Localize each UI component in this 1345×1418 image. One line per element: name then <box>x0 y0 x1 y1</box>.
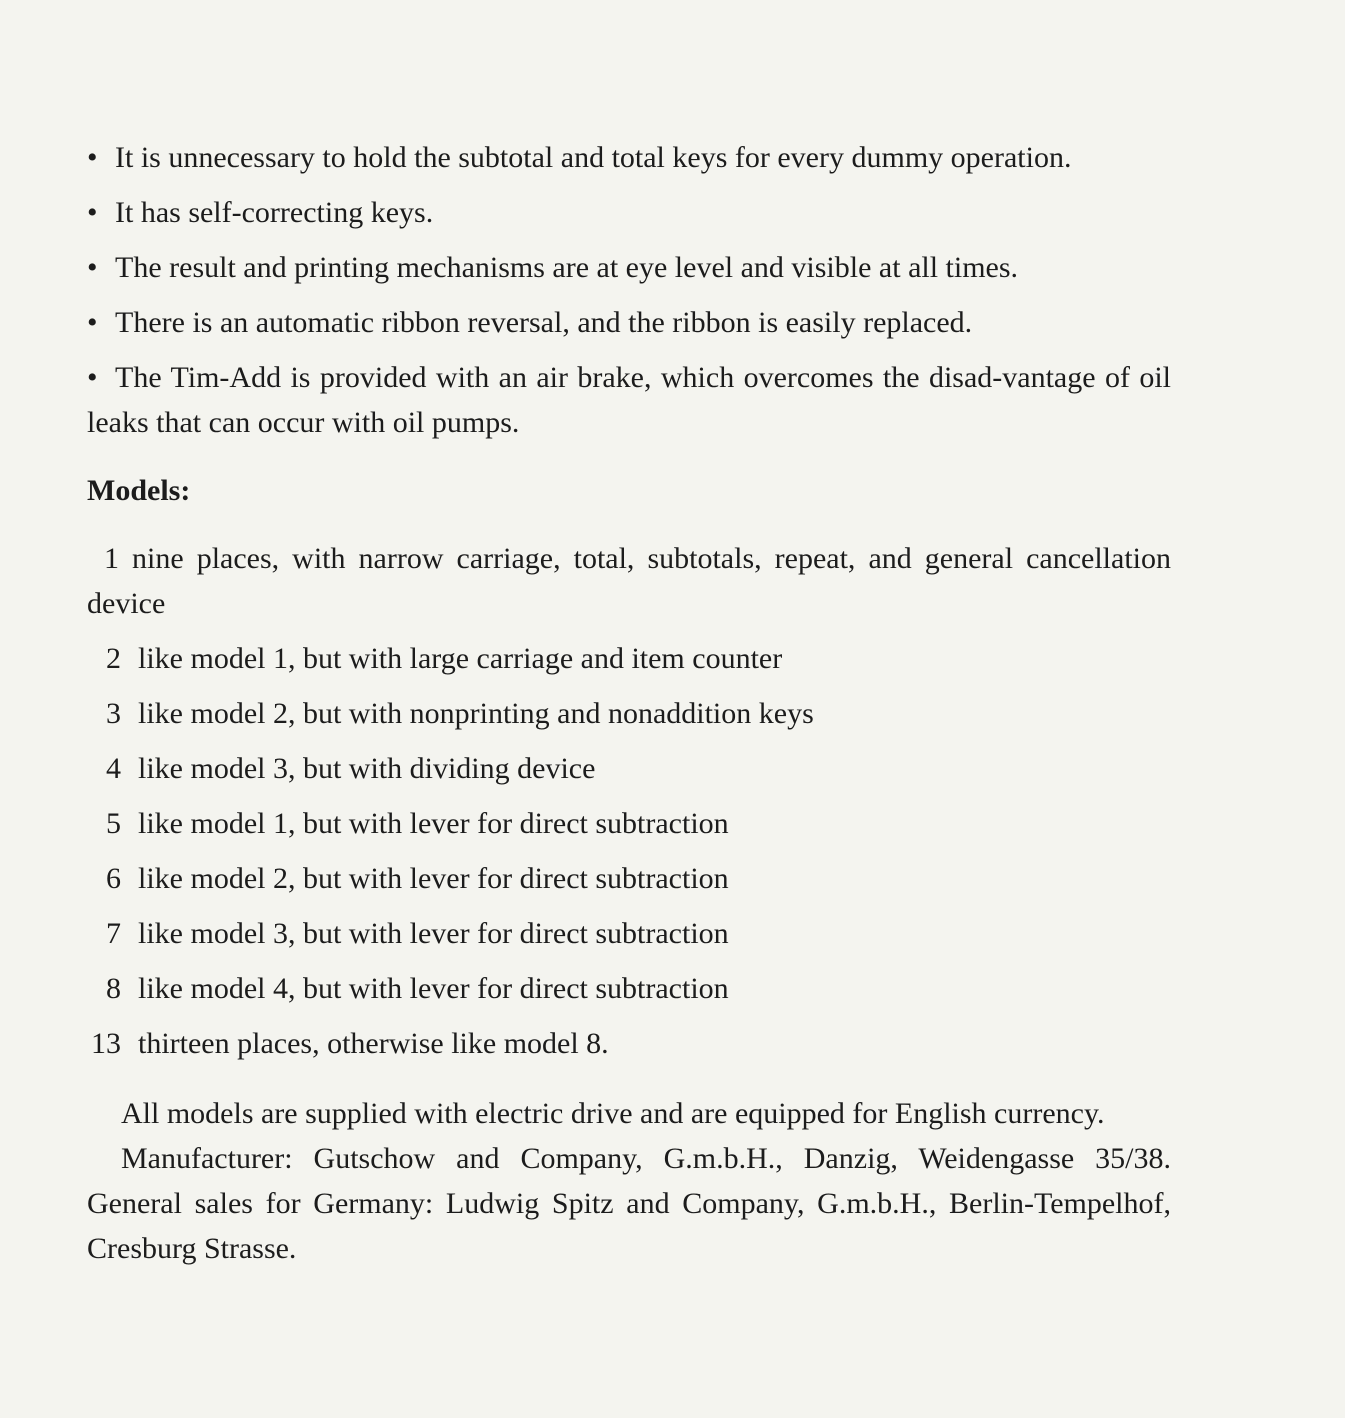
model-description: like model 3, but with dividing device <box>138 752 596 785</box>
bullet-symbol: • <box>87 196 98 229</box>
models-heading: Models: <box>87 474 191 507</box>
document-page <box>87 135 1171 1271</box>
model-entry <box>87 746 1171 791</box>
model-number: 13 <box>91 1027 121 1060</box>
model-description: like model 3, but with lever for direct subtraction <box>138 917 729 950</box>
model-entry <box>87 911 1171 956</box>
feature-bullet <box>87 135 1171 180</box>
model-entry <box>87 691 1171 736</box>
model-entry <box>87 1021 1171 1066</box>
model-description: like model 2, but with lever for direct subtraction <box>138 862 729 895</box>
model-entry <box>87 856 1171 901</box>
feature-text: There is an automatic ribbon reversal, and the ribbon is easily replaced. <box>115 306 973 339</box>
model-entry <box>87 966 1171 1011</box>
model-description: like model 2, but with nonprinting and nonaddition keys <box>138 697 814 730</box>
model-number: 4 <box>106 752 121 785</box>
model-number: 6 <box>106 862 121 895</box>
model-entry <box>87 801 1171 846</box>
feature-bullet <box>87 300 1171 345</box>
feature-bullet <box>87 245 1171 290</box>
model-number: 5 <box>106 807 121 840</box>
feature-text: It has self-correcting keys. <box>115 196 434 229</box>
model-1-entry: 1 nine places, with narrow carriage, total, subtotals, repeat, and general cancellation device <box>87 542 1171 620</box>
model-number: 3 <box>106 697 121 730</box>
model-description: thirteen places, otherwise like model 8. <box>138 1027 609 1060</box>
model-number: 2 <box>106 642 121 675</box>
bullet-symbol: • <box>87 141 98 174</box>
model-description: like model 1, but with lever for direct subtraction <box>138 807 729 840</box>
manufacturer-paragraph: Manufacturer: Gutschow and Company, G.m.b.H., Danzig, Weidengasse 35/38. General sales for Germany: Ludwig Spitz and Company, G.m.b.H., Berlin-Tempelhof, Cresburg Strasse. <box>87 1142 1171 1265</box>
model-description: like model 4, but with lever for direct subtraction <box>138 972 729 1005</box>
feature-bullet <box>87 355 1171 445</box>
feature-text: It is unnecessary to hold the subtotal and total keys for every dummy operation. <box>115 141 1072 174</box>
feature-text: The Tim-Add is provided with an air brake, which overcomes the disad-vantage of oil leaks that can occur with oil pumps. <box>87 361 1171 439</box>
feature-text: The result and printing mechanisms are at eye level and visible at all times. <box>115 251 1019 284</box>
model-number: 8 <box>106 972 121 1005</box>
model-entry <box>87 636 1171 681</box>
feature-bullet <box>87 190 1171 235</box>
bullet-symbol: • <box>87 361 98 394</box>
model-number: 7 <box>106 917 121 950</box>
model-description: like model 1, but with large carriage and item counter <box>138 642 783 675</box>
electric-drive-paragraph: All models are supplied with electric drive and are equipped for English currency. <box>121 1097 1105 1130</box>
bullet-symbol: • <box>87 306 98 339</box>
bullet-symbol: • <box>87 251 98 284</box>
